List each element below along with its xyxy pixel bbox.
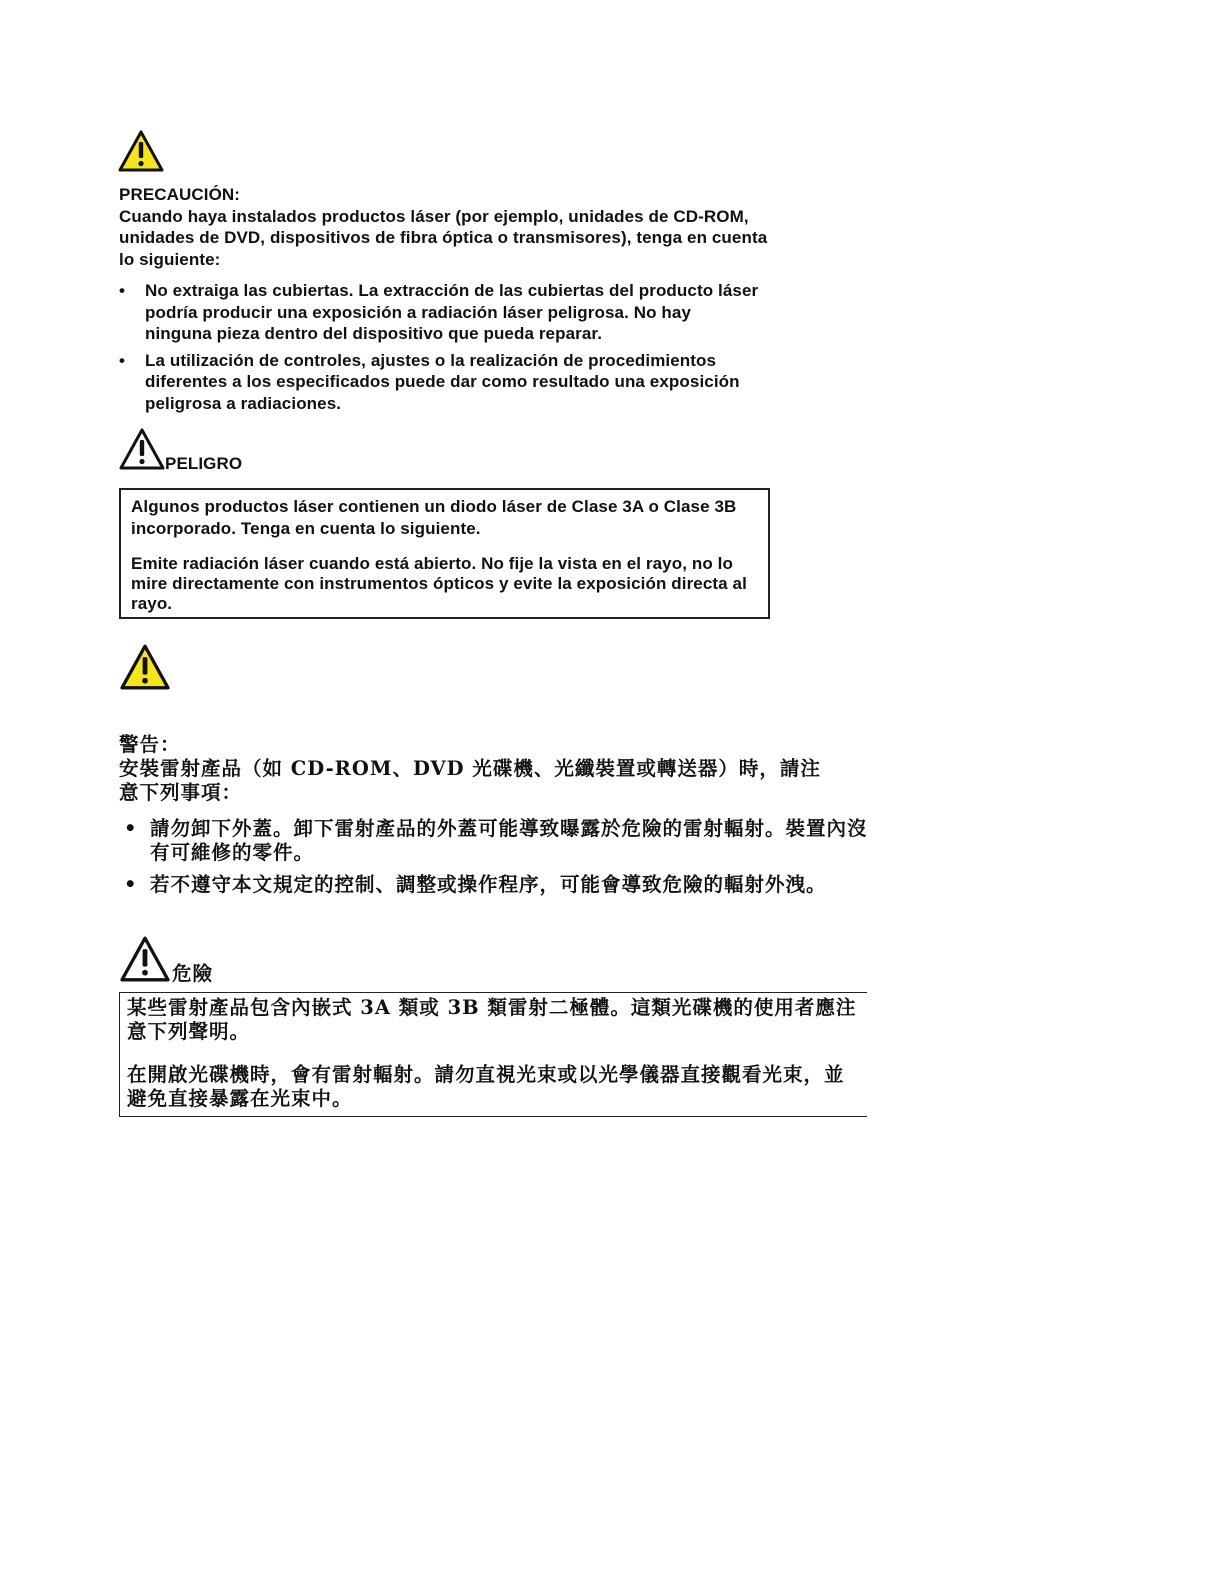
danger-box-zh — [119, 992, 867, 1117]
warning-triangle-icon — [119, 644, 171, 690]
caution-heading-zh: 警告： — [119, 733, 181, 756]
warning-triangle-icon — [118, 130, 164, 172]
caution-heading-es: PRECAUCIÓN: — [119, 185, 241, 204]
list-item — [119, 873, 871, 897]
caution-section-zh — [119, 733, 868, 897]
caution-list-zh — [119, 817, 871, 897]
caution-section-es — [119, 184, 779, 414]
list-item — [119, 280, 759, 345]
danger-paragraph-es: Emite radiación láser cuando está abierto. No fije la vista en el rayo, no lo mire directamente con instrumentos ópticos y evite la exposición directa al rayo. — [131, 554, 747, 613]
danger-label-es: PELIGRO — [165, 454, 243, 473]
warning-triangle-icon — [119, 428, 165, 470]
list-item — [119, 817, 871, 865]
caution-bullet-text-es: No extraiga las cubiertas. La extracción de las cubiertas del producto láser podría producir una exposición a radiación láser peligrosa. No hay ninguna pieza dentro del dispositivo que pueda reparar. — [145, 281, 759, 343]
caution-intro-es: Cuando haya instalados productos láser (por ejemplo, unidades de CD-ROM, unidades de DVD, dispositivos de fibra óptica o transmisores), tenga en cuenta lo siguiente: — [119, 206, 768, 269]
danger-paragraph-zh: 在開啟光碟機時，會有雷射輻射。請勿直視光束或以光學儀器直接觀看光束，並避免直接暴露在光束中。 — [127, 1063, 845, 1110]
caution-list-es — [119, 280, 759, 414]
caution-bullet-text-zh: 請勿卸下外蓋。卸下雷射產品的外蓋可能導致曝露於危險的雷射輻射。裝置內沒有可維修的零件。 — [150, 817, 868, 864]
danger-label-zh: 危險 — [172, 962, 214, 985]
bullet-icon: • — [124, 817, 138, 840]
danger-paragraph-es: Algunos productos láser contienen un diodo láser de Clase 3A o Clase 3B incorporado. Tenga en cuenta lo siguiente. — [131, 497, 737, 538]
warning-triangle-icon — [119, 936, 171, 982]
caution-bullet-text-es: La utilización de controles, ajustes o la realización de procedimientos diferentes a los especificados puede dar como resultado una exposición peligrosa a radiaciones. — [145, 350, 740, 413]
caution-bullet-text-zh: 若不遵守本文規定的控制、調整或操作程序，可能會導致危險的輻射外洩。 — [150, 873, 827, 896]
bullet-icon: • — [124, 873, 138, 896]
bullet-icon: • — [119, 281, 126, 300]
caution-intro-zh: 安裝雷射產品（如 CD-ROM、DVD 光碟機、光纖裝置或轉送器）時，請注意下列事項： — [119, 757, 821, 804]
list-item — [119, 350, 759, 415]
danger-paragraph-zh: 某些雷射產品包含內嵌式 3A 類或 3B 類雷射二極體。這類光碟機的使用者應注意下列聲明。 — [127, 996, 857, 1043]
danger-box-es — [119, 488, 770, 619]
bullet-icon: • — [119, 350, 126, 370]
